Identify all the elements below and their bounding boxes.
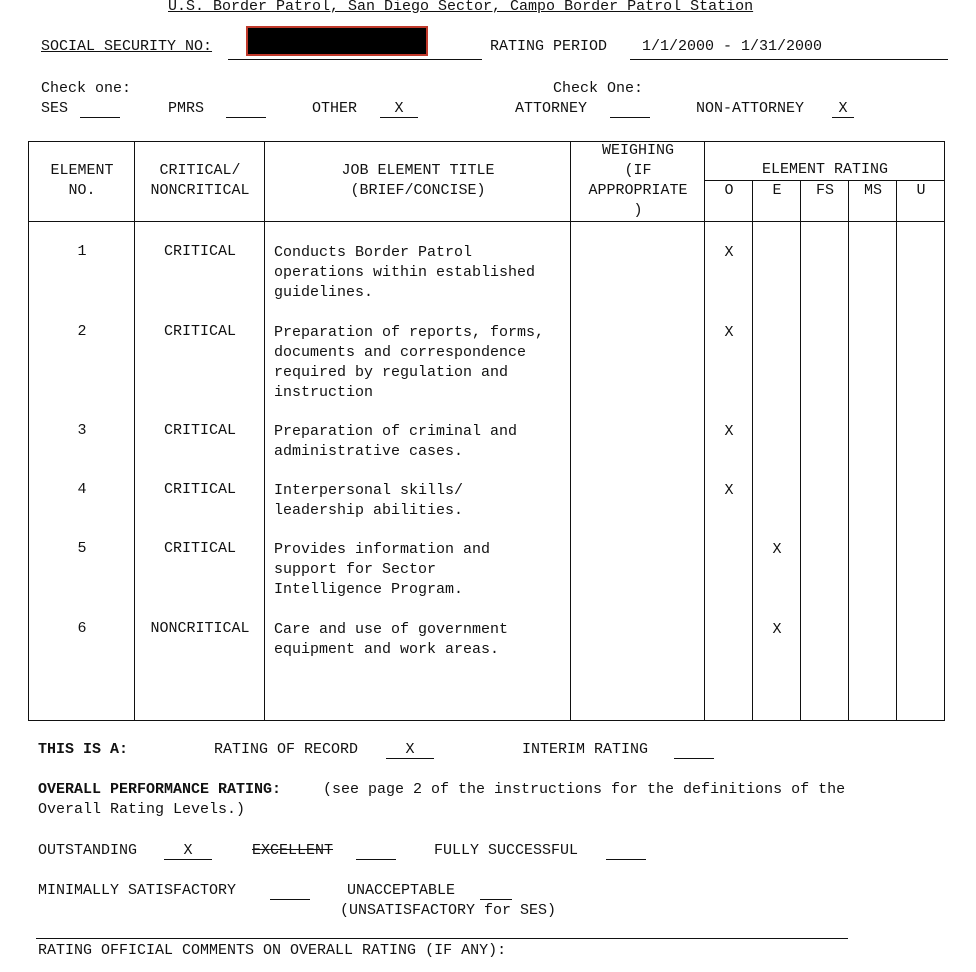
- check-other-mark: X: [394, 100, 404, 117]
- outstanding-label: OUTSTANDING: [38, 842, 138, 859]
- row-element-no: 5: [77, 540, 87, 557]
- minimally-satisfactory-label: MINIMALLY SATISFACTORY: [38, 882, 237, 899]
- check-non-attorney-label: NON-ATTORNEY: [696, 100, 805, 117]
- check-other-blank[interactable]: [380, 117, 418, 118]
- row-critical: CRITICAL: [163, 481, 236, 498]
- row-element-no: 4: [77, 481, 87, 498]
- row-critical: NONCRITICAL: [150, 620, 250, 637]
- fully-successful-blank[interactable]: [606, 859, 646, 860]
- rating-period-line: [630, 59, 948, 60]
- comments-label: RATING OFFICIAL COMMENTS ON OVERALL RATING (IF ANY):: [38, 942, 507, 959]
- row-critical: CRITICAL: [163, 422, 236, 439]
- check-attorney-blank[interactable]: [610, 117, 650, 118]
- check-ses-label: SES: [41, 100, 69, 117]
- row-element-no: 1: [77, 243, 87, 260]
- excellent-label: EXCELLENT: [252, 842, 334, 859]
- header-element-no: ELEMENT NO.: [50, 162, 114, 199]
- interim-rating-blank[interactable]: [674, 758, 714, 759]
- row-critical: CRITICAL: [163, 323, 236, 340]
- excellent-blank[interactable]: [356, 859, 396, 860]
- check-non-attorney-mark: X: [838, 100, 848, 117]
- unsatisfactory-ses-note: (UNSATISFACTORY for SES): [340, 902, 557, 919]
- row-title: Conducts Border Patrol operations within established guidelines.: [274, 244, 536, 301]
- check-one-left-label: Check one:: [41, 80, 132, 97]
- row-rating-mark: X: [772, 541, 782, 558]
- check-non-attorney-blank[interactable]: [832, 117, 854, 118]
- check-attorney-label: ATTORNEY: [515, 100, 588, 117]
- header-element-rating: ELEMENT RATING: [761, 161, 889, 178]
- row-rating-mark: X: [724, 324, 734, 341]
- row-rating-mark: X: [772, 621, 782, 638]
- comments-divider: [36, 938, 848, 939]
- overall-performance-label: OVERALL PERFORMANCE RATING:: [38, 781, 282, 798]
- rating-of-record-label: RATING OF RECORD: [214, 741, 359, 758]
- page-title: U.S. Border Patrol, San Diego Sector, Campo Border Patrol Station: [168, 0, 754, 15]
- row-element-no: 6: [77, 620, 87, 637]
- row-rating-mark: X: [724, 423, 734, 440]
- this-is-a-label: THIS IS A:: [38, 741, 129, 758]
- row-title: Care and use of government equipment and work areas.: [274, 621, 509, 658]
- minimally-satisfactory-blank[interactable]: [270, 899, 310, 900]
- rating-period-value: 1/1/2000 - 1/31/2000: [642, 38, 823, 55]
- outstanding-mark: X: [183, 842, 193, 859]
- row-title: Provides information and support for Sector Intelligence Program.: [274, 541, 491, 598]
- interim-rating-label: INTERIM RATING: [522, 741, 649, 758]
- row-critical: CRITICAL: [163, 243, 236, 260]
- unacceptable-blank[interactable]: [480, 899, 512, 900]
- rating-of-record-blank[interactable]: [386, 758, 434, 759]
- header-job-element-title: JOB ELEMENT TITLE (BRIEF/CONCISE): [341, 162, 495, 199]
- header-rating-e: E: [772, 182, 782, 199]
- row-element-no: 3: [77, 422, 87, 439]
- check-pmrs-label: PMRS: [168, 100, 205, 117]
- row-title: Preparation of reports, forms, documents and correspondence required by regulation and instruction: [274, 324, 545, 401]
- row-element-no: 2: [77, 323, 87, 340]
- row-rating-mark: X: [724, 482, 734, 499]
- outstanding-blank[interactable]: [164, 859, 212, 860]
- row-rating-mark: X: [724, 244, 734, 261]
- header-rating-u: U: [916, 182, 926, 199]
- ssn-field-line: [228, 59, 482, 60]
- ssn-label: SOCIAL SECURITY NO:: [41, 38, 213, 55]
- rating-of-record-mark: X: [405, 741, 415, 758]
- header-rating-ms: MS: [863, 182, 882, 199]
- ssn-redaction: [246, 26, 428, 56]
- row-title: Preparation of criminal and administrative cases.: [274, 423, 518, 460]
- check-other-label: OTHER: [312, 100, 358, 117]
- header-rating-fs: FS: [815, 182, 834, 199]
- overall-note-line1: (see page 2 of the instructions for the definitions of the: [323, 781, 846, 798]
- check-pmrs-blank[interactable]: [226, 117, 266, 118]
- row-critical: CRITICAL: [163, 540, 236, 557]
- header-rating-o: O: [724, 182, 734, 199]
- unacceptable-label: UNACCEPTABLE: [347, 882, 456, 899]
- overall-note-line2: Overall Rating Levels.): [38, 801, 246, 818]
- check-one-right-label: Check One:: [553, 80, 644, 97]
- header-critical: CRITICAL/ NONCRITICAL: [150, 162, 250, 199]
- fully-successful-label: FULLY SUCCESSFUL: [434, 842, 579, 859]
- row-title: Interpersonal skills/ leadership abilities.: [274, 482, 464, 519]
- rating-period-label: RATING PERIOD: [490, 38, 608, 55]
- header-weighing: WEIGHING (IF APPROPRIATE ): [588, 142, 688, 219]
- check-ses-blank[interactable]: [80, 117, 120, 118]
